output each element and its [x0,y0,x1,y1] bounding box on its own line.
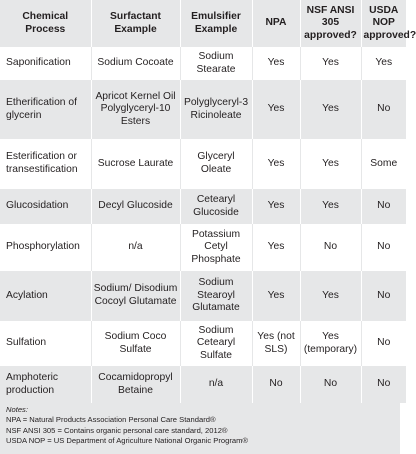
cell-emulsifier: Sodium Cetearyl Sulfate [180,321,252,366]
note-npa: NPA = Natural Products Association Personal Care Standard® [6,415,216,425]
cell-nsf: Yes [300,80,361,139]
table-notes [0,403,400,454]
cell-usda: No [361,189,406,224]
cell-process: Glucosidation [0,189,91,224]
header-npa: NPA [252,0,300,47]
header-chemical-process: Chemical Process [0,0,91,47]
cell-npa: Yes [252,80,300,139]
cell-surfactant: Sodium Cocoate [91,47,180,80]
cell-surfactant: Sucrose Laurate [91,139,180,189]
cell-npa: Yes [252,271,300,321]
cell-nsf: Yes [300,139,361,189]
cell-surfactant: Apricot Kernel Oil Polyglyceryl-10 Esters [91,80,180,139]
cell-npa: Yes [252,139,300,189]
cell-process: Saponification [0,47,91,80]
cell-surfactant: Cocamidopropyl Betaine [91,366,180,403]
cell-usda: No [361,366,406,403]
cell-nsf: Yes [300,47,361,80]
cell-emulsifier: Glyceryl Oleate [180,139,252,189]
note-nsf-ansi-305: NSF ANSI 305 = Contains organic personal care standard, 2012® [6,425,228,435]
cell-surfactant: Decyl Glucoside [91,189,180,224]
cell-surfactant: Sodium Coco Sulfate [91,321,180,366]
cell-nsf: Yes (temporary) [300,321,361,366]
cell-nsf: No [300,366,361,403]
cell-npa: No [252,366,300,403]
cell-usda: No [361,271,406,321]
cell-process: Acylation [0,271,91,321]
cell-process: Etherification of glycerin [0,80,91,139]
cell-process: Amphoteric production [0,366,91,403]
cell-emulsifier: Sodium Stearate [180,47,252,80]
header-nsf-ansi-305: NSF ANSI 305 approved? [300,0,361,47]
notes-title: Notes: [6,405,28,414]
cell-emulsifier: n/a [180,366,252,403]
cell-process: Esterification or transestification [0,139,91,189]
table-header-row [0,0,406,47]
cell-process: Sulfation [0,321,91,366]
cell-process: Phosphorylation [0,224,91,271]
cell-usda: No [361,321,406,366]
cell-surfactant: n/a [91,224,180,271]
cell-emulsifier: Sodium Stearoyl Glutamate [180,271,252,321]
cell-npa: Yes (not SLS) [252,321,300,366]
cell-surfactant: Sodium/ Disodium Cocoyl Glutamate [91,271,180,321]
table-row [0,47,406,80]
table-row [0,189,406,224]
cell-emulsifier: Potassium Cetyl Phosphate [180,224,252,271]
cell-nsf: Yes [300,271,361,321]
cell-usda: No [361,80,406,139]
cell-emulsifier: Cetearyl Glucoside [180,189,252,224]
table-row [0,224,406,271]
table-row [0,321,406,366]
cell-npa: Yes [252,224,300,271]
cell-npa: Yes [252,47,300,80]
table-row [0,271,406,321]
cell-usda: Yes [361,47,406,80]
header-usda-nop: USDA NOP approved? [361,0,406,47]
header-surfactant-example: Surfactant Example [91,0,180,47]
cell-usda: No [361,224,406,271]
table-row [0,80,406,139]
header-emulsifier-example: Emulsifier Example [180,0,252,47]
cell-nsf: Yes [300,189,361,224]
cell-npa: Yes [252,189,300,224]
cell-nsf: No [300,224,361,271]
cell-usda: Some [361,139,406,189]
table-row [0,139,406,189]
table-row [0,366,406,403]
note-usda-nop: USDA NOP = US Department of Agriculture National Organic Program® [6,436,249,446]
cell-emulsifier: Polyglyceryl-3 Ricinoleate [180,80,252,139]
